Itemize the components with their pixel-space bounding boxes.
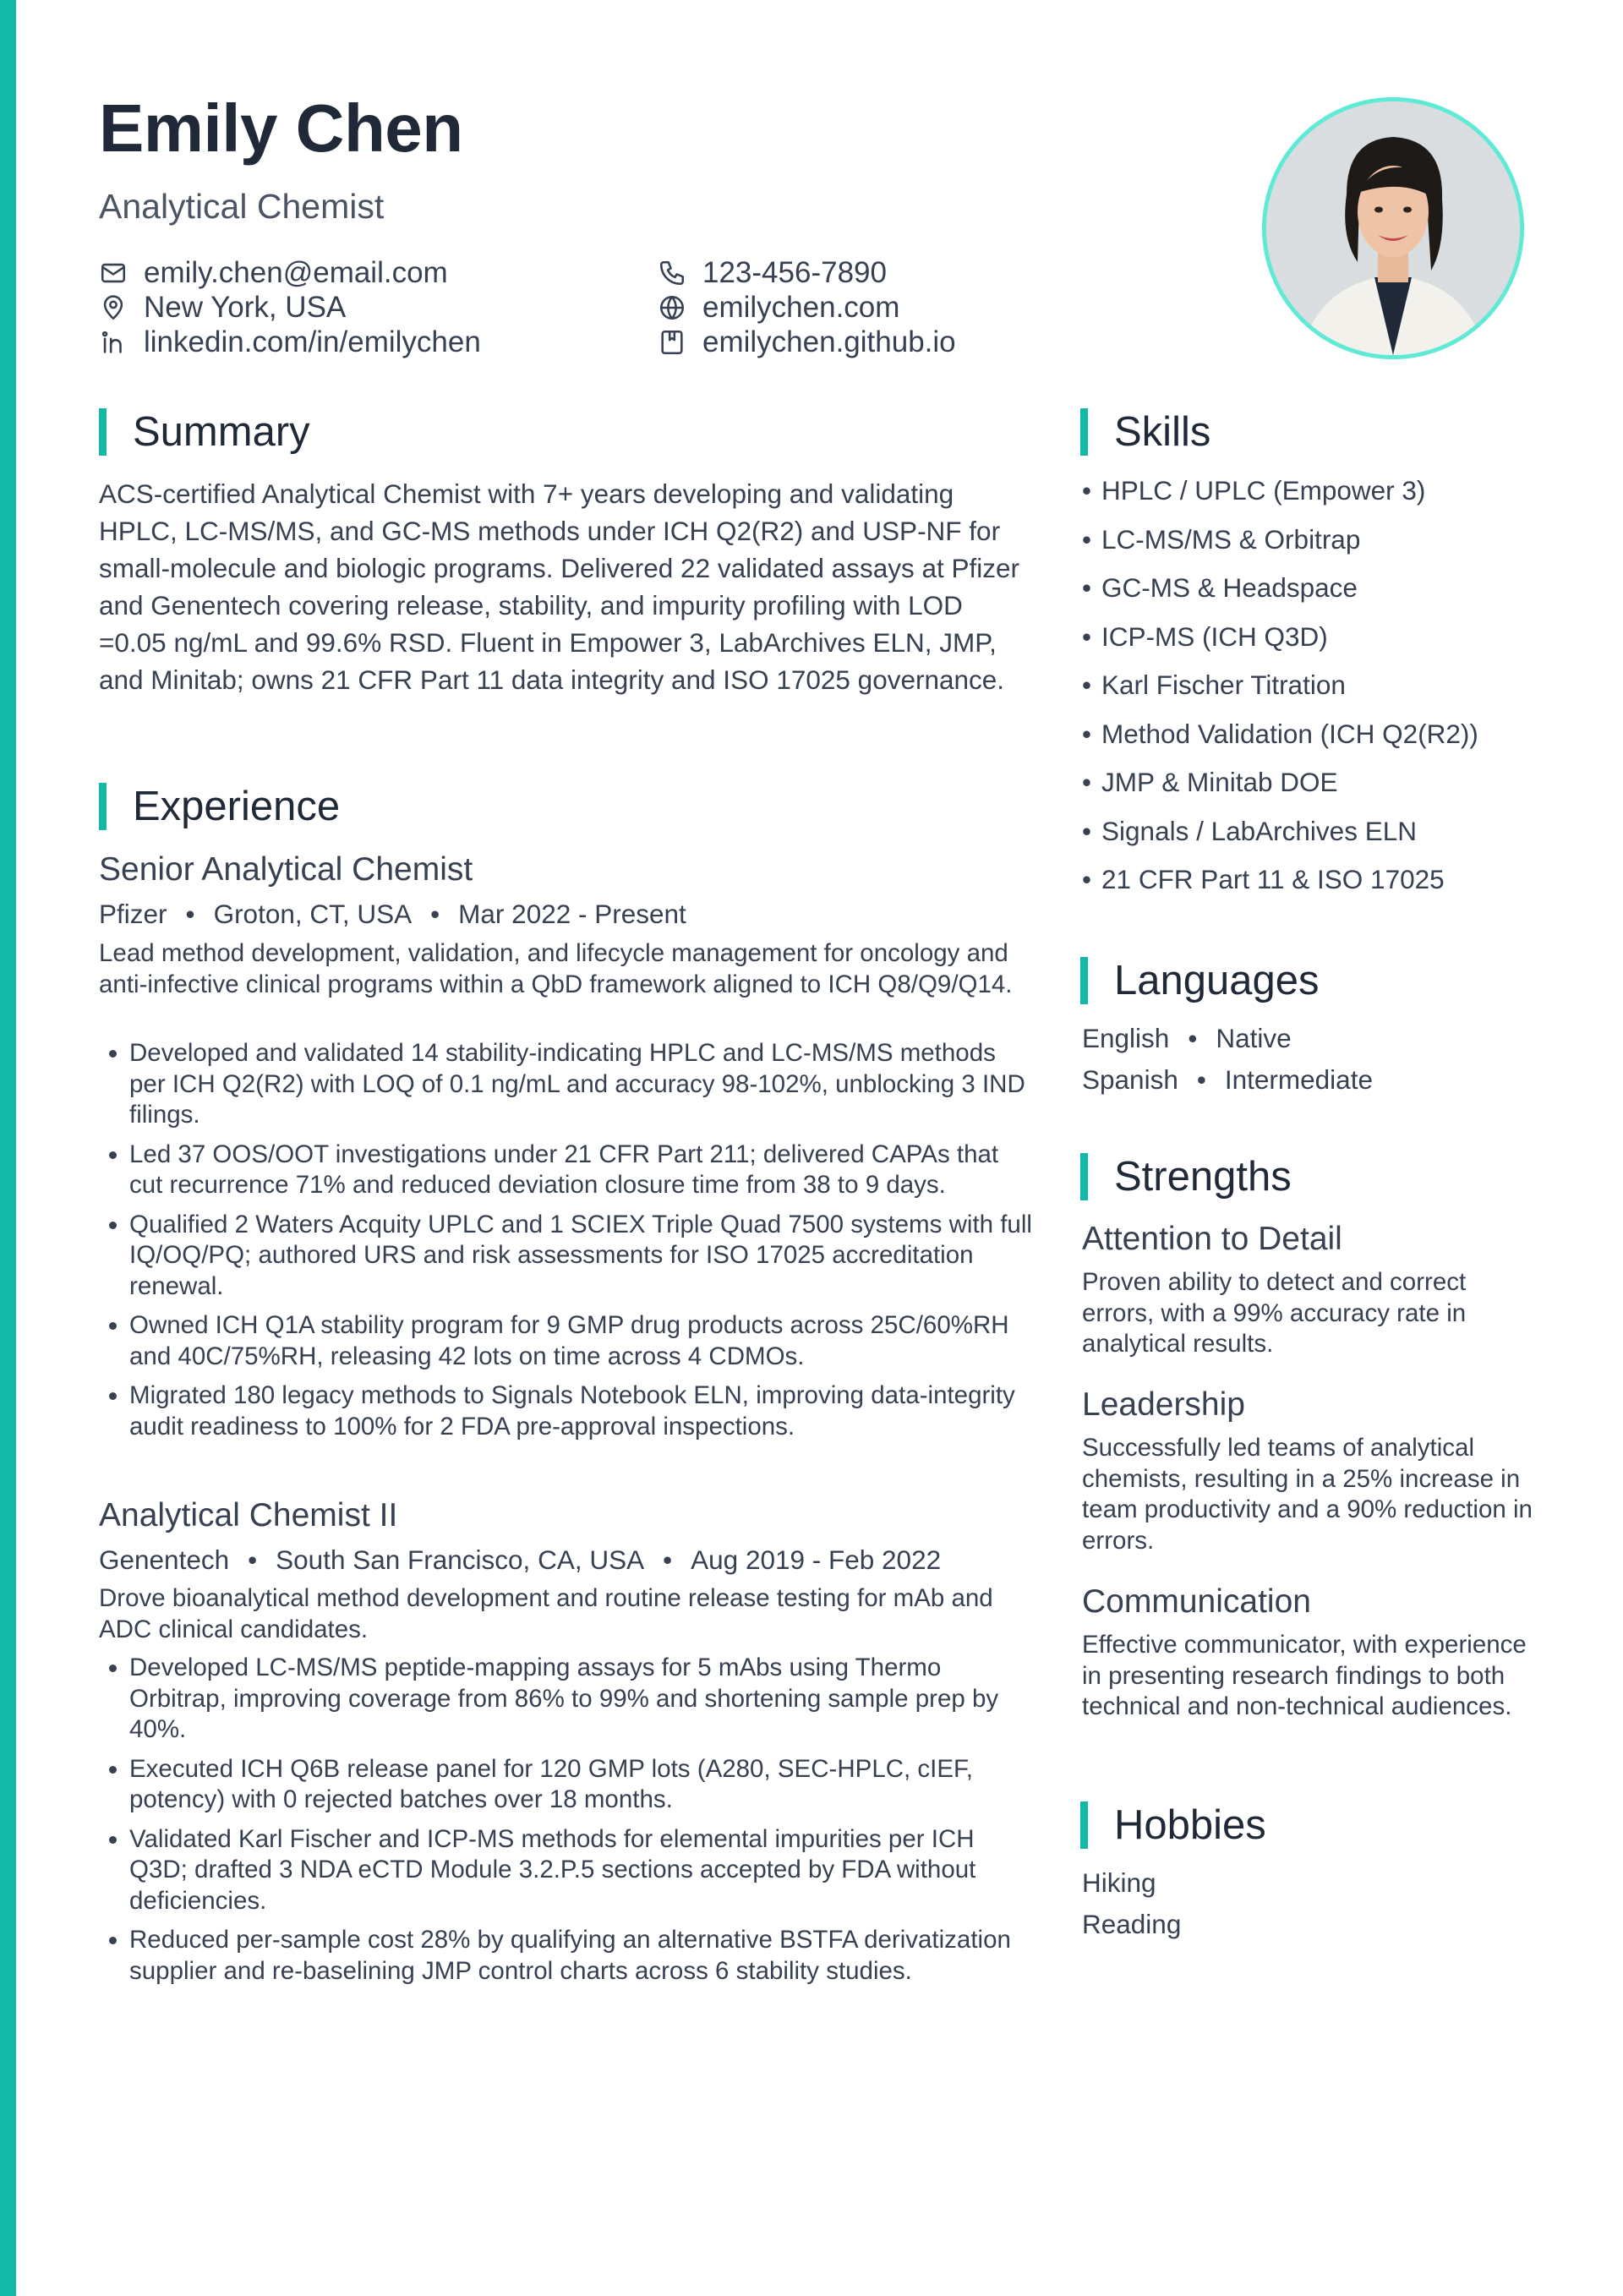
skill-item: • HPLC / UPLC (Empower 3) [1082,478,1478,505]
job-role: Senior Analytical Chemist [99,851,473,888]
section-skills [1080,408,1210,456]
skill-item: • GC-MS & Headspace [1082,575,1478,602]
globe-icon [658,293,686,322]
candidate-title: Analytical Chemist [99,187,385,226]
job-company: Genentech [99,1544,230,1575]
hobby-item: Hiking [1082,1867,1156,1898]
contact-phone[interactable] [658,258,887,287]
contact-portfolio[interactable] [658,327,956,357]
job-role: Analytical Chemist II [99,1497,398,1533]
strength-title: Attention to Detail [1082,1221,1342,1257]
separator: • [1188,1023,1198,1053]
separator: • [185,899,195,929]
separator: • [663,1544,673,1575]
language-name: Spanish [1082,1064,1178,1095]
contact-location [99,292,346,322]
section-accent-bar [1080,1153,1088,1200]
job-bullet: • Qualified 2 Waters Acquity UPLC and 1 SCIEX Triple Quad 7500 systems with full IQ/OQ/PQ; authored URS and risk assessments for ISO 17025 accreditation renewal. [129,1210,1038,1303]
job-location: Groton, CT, USA [213,899,413,929]
portfolio-icon [658,328,686,357]
job-location: South San Francisco, CA, USA [276,1544,645,1575]
contact-website[interactable] [658,292,899,322]
strength-description: Effective communicator, with experience in presenting research findings to both technical and non-technical audiences. [1082,1631,1527,1720]
language-row [1082,1025,1292,1052]
contact-portfolio-text: emilychen.github.io [702,325,956,358]
section-hobbies-title: Hobbies [1114,1801,1266,1848]
job-meta [99,901,686,928]
section-strengths-title: Strengths [1114,1153,1292,1200]
section-accent-bar [1080,1801,1088,1849]
strength-description: Proven ability to detect and correct errors, with a 99% accuracy rate in analytical results. [1082,1268,1467,1358]
strength-title: Leadership [1082,1386,1245,1423]
section-accent-bar [1080,408,1088,456]
contact-website-text: emilychen.com [702,291,900,324]
skill-item: • LC-MS/MS & Orbitrap [1082,527,1478,554]
job-description: Lead method development, validation, and lifecycle management for oncology and anti-infective clinical programs within a QbD framework aligned to ICH Q8/Q9/Q14. [99,939,1013,998]
separator: • [1196,1064,1206,1095]
contact-email-text: emily.chen@email.com [144,256,448,289]
section-accent-bar [99,408,107,456]
contact-phone-text: 123-456-7890 [702,256,887,289]
language-name: English [1082,1023,1170,1053]
job-bullet: • Developed LC-MS/MS peptide-mapping assays for 5 mAbs using Thermo Orbitrap, improving coverage from 86% to 99% and shortening sample prep by 40%. [129,1653,1038,1746]
job-bullet: • Migrated 180 legacy methods to Signals Notebook ELN, improving data-integrity audit readiness to 100% for 2 FDA pre-approval inspections. [129,1380,1038,1442]
contact-linkedin[interactable] [99,327,481,357]
section-experience-title: Experience [133,783,341,829]
accent-strip [0,0,16,2296]
section-skills-title: Skills [1114,408,1211,455]
job-dates: Mar 2022 - Present [458,899,686,929]
profile-photo [1262,97,1524,359]
mail-icon [99,259,128,287]
language-level: Intermediate [1224,1064,1373,1095]
section-accent-bar [1080,957,1088,1004]
job-bullet: • Led 37 OOS/OOT investigations under 21 CFR Part 211; delivered CAPAs that cut recurrence 71% and reduced deviation closure time from 38 to 9 days. [129,1140,1038,1201]
contact-email[interactable] [99,258,448,287]
summary-text: ACS-certified Analytical Chemist with 7+ years developing and validating HPLC, LC-MS/MS, and GC-MS methods under ICH Q2(R2) and USP-NF for small-molecule and biologic programs. Delivered 22 validated assays at Pfizer and Genentech covering release, stability, and impurity profiling with LOD =0.05 ng/mL and 99.6% RSD. Fluent in Empower 3, LabArchives ELN, JMP, and Minitab; owns 21 CFR Part 11 data integrity and ISO 17025 governance. [99,478,1020,695]
skill-item: • Method Validation (ICH Q2(R2)) [1082,721,1478,748]
skill-item: • JMP & Minitab DOE [1082,769,1478,796]
section-experience [99,783,340,830]
skill-item: • Signals / LabArchives ELN [1082,818,1478,845]
job-bullet: • Validated Karl Fischer and ICP-MS methods for elemental impurities per ICH Q3D; drafted 3 NDA eCTD Module 3.2.P.5 sections accepted by FDA without deficiencies. [129,1824,1038,1917]
strength-title: Communication [1082,1583,1311,1620]
contact-linkedin-text: linkedin.com/in/emilychen [144,325,481,358]
section-hobbies [1080,1801,1266,1849]
section-languages-title: Languages [1114,957,1320,1003]
phone-icon [658,259,686,287]
hobby-item: Reading [1082,1909,1182,1939]
job-bullets [99,1038,1038,1442]
candidate-name: Emily Chen [99,90,463,166]
job-dates: Aug 2019 - Feb 2022 [691,1544,942,1575]
map-pin-icon [99,293,128,322]
language-level: Native [1216,1023,1292,1053]
section-languages [1080,957,1320,1004]
job-meta [99,1544,942,1575]
strength-description: Successfully led teams of analytical chemists, resulting in a 25% increase in team productivity and a 90% reduction in errors. [1082,1434,1533,1555]
job-bullet: • Owned ICH Q1A stability program for 9 GMP drug products across 25C/60%RH and 40C/75%RH, releasing 42 lots on time across 4 CDMOs. [129,1310,1038,1372]
skill-item: • 21 CFR Part 11 & ISO 17025 [1082,866,1478,894]
portrait-illustration [1266,101,1520,355]
separator: • [248,1544,258,1575]
section-summary-title: Summary [133,408,310,455]
job-bullet: • Developed and validated 14 stability-indicating HPLC and LC-MS/MS methods per ICH Q2(R2) with LOQ of 0.1 ng/mL and accuracy 98-102%, unblocking 3 IND filings. [129,1038,1038,1131]
job-bullet: • Reduced per-sample cost 28% by qualifying an alternative BSTFA derivatization supplier and re-baselining JMP control charts across 6 stability studies. [129,1925,1038,1987]
skill-item: • ICP-MS (ICH Q3D) [1082,624,1478,651]
section-summary [99,408,310,456]
skill-item: • Karl Fischer Titration [1082,672,1478,699]
section-strengths [1080,1153,1292,1200]
separator: • [430,899,440,929]
job-company: Pfizer [99,899,167,929]
language-row [1082,1064,1373,1095]
section-accent-bar [99,783,107,830]
contact-location-text: New York, USA [144,291,347,324]
job-description: Drove bioanalytical method development and routine release testing for mAb and ADC clinical candidates. [99,1584,993,1643]
linkedin-icon [99,328,128,357]
skills-list [1082,475,1478,894]
job-bullets [99,1653,1038,1987]
job-bullet: • Executed ICH Q6B release panel for 120 GMP lots (A280, SEC-HPLC, cIEF, potency) with 0 rejected batches over 18 months. [129,1754,1038,1816]
